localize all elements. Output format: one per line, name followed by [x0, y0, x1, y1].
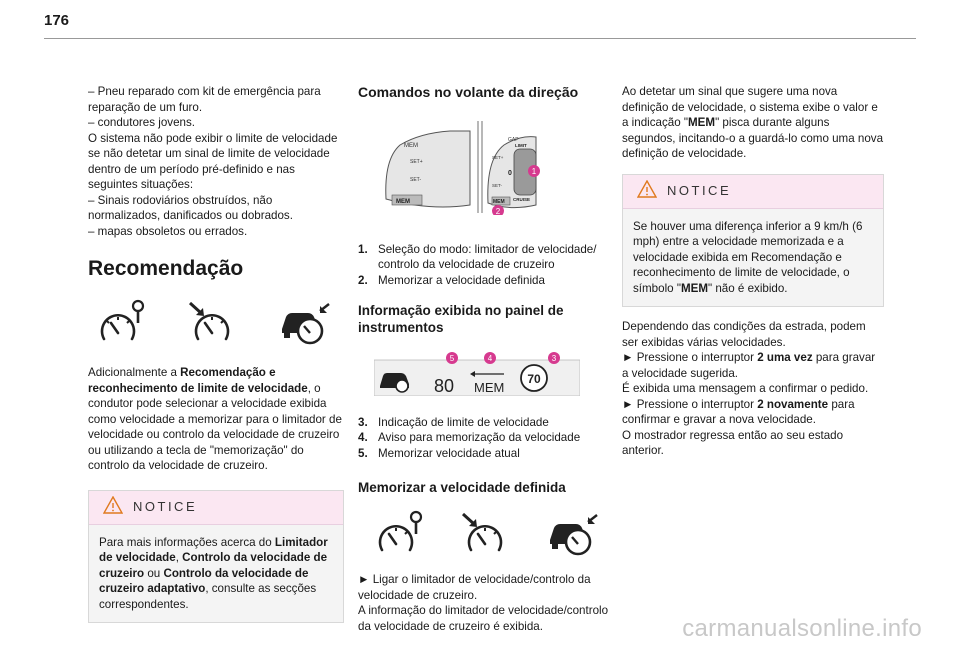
detection-paragraph: Ao detetar um sinal que sugere uma nova definição de velocidade, o sistema exibe o valor e a indicação "MEM" pisca durante alguns segundos, incitando-o a guardá-lo como uma nova definição de velocidade. [622, 85, 884, 160]
intro-line-5: – mapas obsoletos ou errados. [88, 224, 248, 238]
memorize-paragraph-1: ► Ligar o limitador de velocidade/controlo da velocidade de cruzeiro. [358, 573, 591, 602]
notice-body: Se houver uma diferença inferior a 9 km/h (6 mph) entre a velocidade memorizada e a velocidade exibida em Recomendação e reconhecimento de limite de velocidade, o símbolo "MEM" não é exibido. [633, 219, 863, 295]
memorize-paragraph-2: A informação do limitador de velocidade/controlo da velocidade de cruzeiro é exibida. [358, 604, 609, 633]
heading-instrument-panel: Informação exibida no painel de instrumentos [358, 303, 564, 335]
intro-line-2: – condutores jovens. [88, 116, 195, 129]
notice-title: NOTICE [667, 183, 732, 199]
limit-label: LIMIT [515, 143, 527, 148]
section-title-recomendacao: Recomendação [88, 257, 244, 280]
notice-box-left [88, 490, 344, 624]
notice-box-right [622, 174, 884, 308]
intro-line-3: O sistema não pode exibir o limite de velocidade se não detetar um sinal de limite de velocidade dentro de um período pré-definido e nas seguintes situações: [88, 131, 338, 191]
column-middle [358, 84, 620, 634]
memorize-icon-row [376, 508, 602, 558]
memorize-arrow-icon [188, 299, 236, 345]
speed-recommendation-icon [278, 299, 334, 345]
set-plus-label-left: SET+ [410, 159, 423, 165]
intro-line-4: – Sinais rodoviários obstruídos, não normalizados, danificados ou dobrados. [88, 193, 293, 222]
set-minus-label-right: SET- [492, 183, 503, 188]
panel-speed: 80 [434, 376, 455, 396]
header-rule [44, 38, 916, 39]
recommendation-paragraph: Adicionalmente a Recomendação e reconhecimento de limite de velocidade, o condutor pode selecionar a velocidade exibida como velocidade a memorizar para o limitador de velocidade ou controlo da velocidade de cruzeiro ou utilizando a tecla de "memorização" do controlo da velocidade de cruzeiro. [88, 366, 342, 472]
notice-body: Para mais informações acerca do Limitador de velocidade, Controlo da velocidade de cruzeiro ou Controlo da velocidade de cruzeiro adaptativo, consulte as secções correspondentes. [99, 535, 328, 611]
svg-text:2: 2 [495, 207, 501, 215]
mem-label-right-btn: MEM [493, 199, 505, 205]
column-left [88, 84, 344, 635]
warning-triangle-icon [103, 496, 123, 519]
conditions-paragraph: Dependendo das condições da estrada, podem ser exibidas várias velocidades. [622, 320, 866, 349]
svg-text:3: 3 [551, 354, 557, 363]
list-item: 2. Memorizar a velocidade definida [358, 273, 545, 287]
instrument-panel-illustration [374, 352, 580, 396]
cruise-label: CRUISE [513, 197, 531, 202]
svg-text:5: 5 [449, 354, 455, 363]
speed-limiter-icon [376, 510, 424, 556]
watermark: carmanualsonline.info [682, 615, 922, 642]
list-item: 1. Seleção do modo: limitador de velocidade/ controlo da velocidade de cruzeiro [358, 242, 597, 271]
page-number: 176 [44, 12, 70, 29]
mem-label-left-btn: MEM [396, 199, 410, 205]
heading-steering-controls: Comandos no volante da direção [358, 84, 579, 100]
svg-text:4: 4 [487, 354, 493, 363]
column-right [622, 84, 884, 459]
speed-recommendation-icon [546, 510, 602, 556]
svg-text:1: 1 [531, 167, 537, 176]
set-minus-label-left: SET- [410, 177, 422, 183]
heading-memorize-speed: Memorizar a velocidade definida [358, 480, 566, 495]
set-plus-label-right: SET+ [492, 155, 504, 160]
mem-label-left: MEM [404, 143, 418, 149]
list-item: 3. Indicação de limite de velocidade [358, 415, 549, 429]
warning-triangle-icon [637, 180, 657, 203]
press-once-paragraph: ► Pressione o interruptor 2 uma vez para gravar a velocidade sugerida. [622, 351, 876, 380]
recommendation-icon-row [98, 297, 334, 347]
list-item: 4. Aviso para memorização da velocidade [358, 431, 581, 444]
speed-limiter-icon [98, 299, 146, 345]
confirm-message-paragraph: É exibida uma mensagem a confirmar o pedido. [622, 382, 869, 395]
memorize-arrow-icon [461, 510, 509, 556]
gap-label: GAP [508, 137, 519, 143]
svg-text:70: 70 [527, 372, 541, 386]
steering-wheel-controls-illustration [380, 119, 540, 215]
notice-title: NOTICE [133, 499, 198, 515]
intro-line-1: – Pneu reparado com kit de emergência para reparação de um furo. [88, 85, 321, 114]
panel-list [358, 415, 620, 462]
panel-mem: MEM [474, 380, 505, 395]
return-state-paragraph: O mostrador regressa então ao seu estado anterior. [622, 428, 844, 457]
zero-label: 0 [508, 170, 512, 177]
press-again-paragraph: ► Pressione o interruptor 2 novamente para confirmar e gravar a nova velocidade. [622, 397, 855, 426]
list-item: 5. Memorizar velocidade atual [358, 446, 520, 460]
controls-list [358, 242, 620, 289]
